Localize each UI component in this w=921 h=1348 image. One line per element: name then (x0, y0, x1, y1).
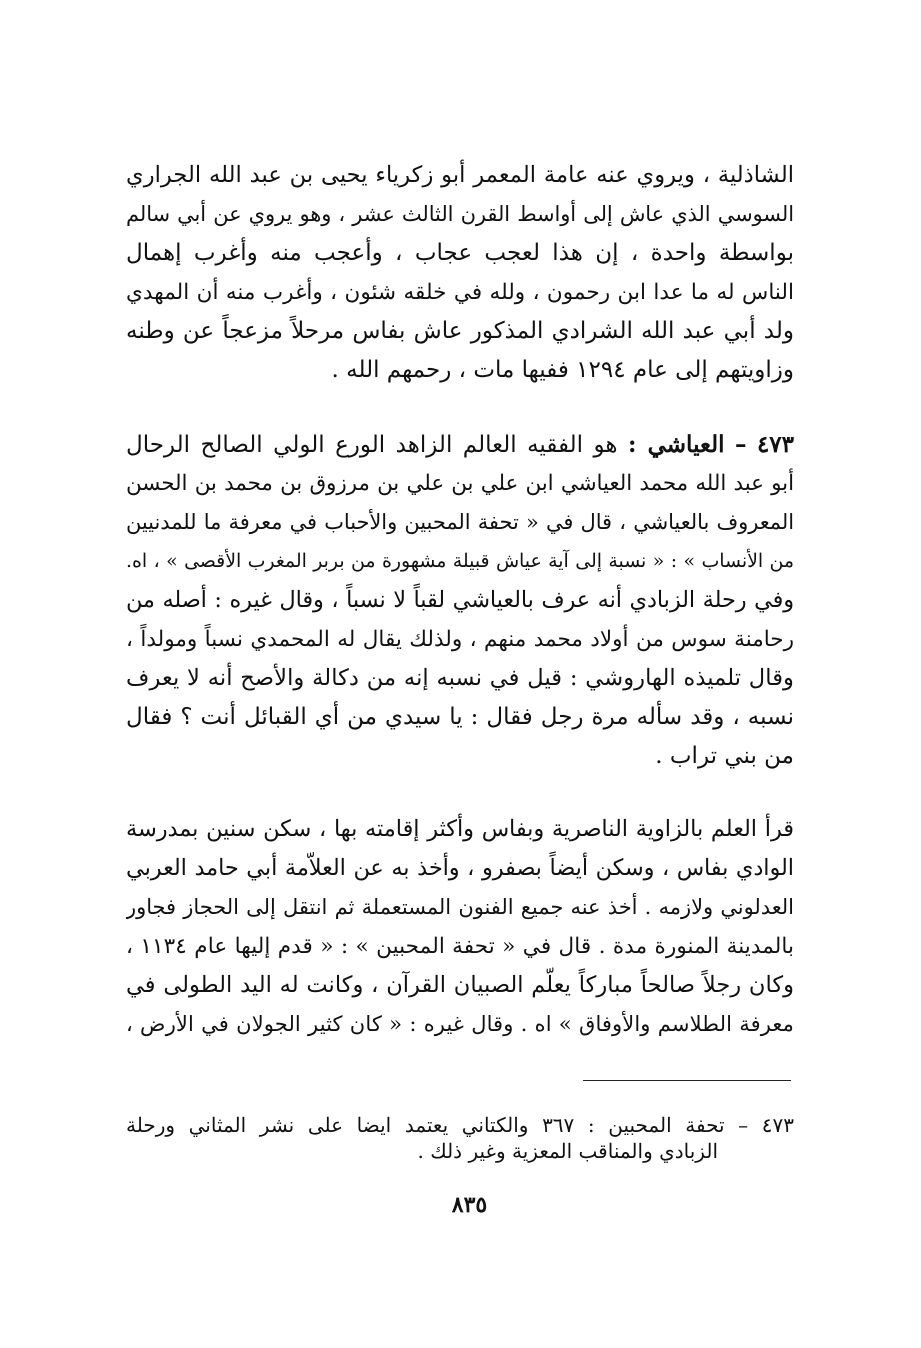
text-line: العدلوني ولازمه . أخذ عنه جميع الفنون المستعملة ثم انتقل إلى الحجاز فجاور (126, 895, 794, 919)
text-line: وفي رحلة الزبادي أنه عرف بالعياشي لقباً لا نسباً ، وقال غيره : أصله من (126, 587, 794, 613)
text-line: قرأ العلم بالزاوية الناصرية وبفاس وأكثر إقامته بها ، سكن سنين بمدرسة (126, 816, 794, 842)
footnote-separator (583, 1080, 791, 1081)
text-line: معرفة الطلاسم والأوفاق » اه . وقال غيره : « كان كثير الجولان في الأرض ، (126, 1012, 794, 1037)
text-line: السوسي الذي عاش إلى أواسط القرن الثالث عشر ، وهو يروي عن أبي سالم (126, 202, 794, 226)
text-line: ولد أبي عبد الله الشرادي المذكور عاش بفاس مرحلاً مزعجاً عن وطنه (126, 318, 794, 344)
paragraph-study (126, 810, 794, 1044)
text-line: وقال تلميذه الهاروشي : قيل في نسبه إنه من دكالة والأصح أنه لا يعرف (126, 665, 794, 691)
text-line: من الأنساب » : « نسبة إلى آية عياش قبيلة مشهورة من بربر المغرب الأقصى » ، اه. (126, 550, 794, 572)
text-line: نسبه ، وقد سأله مرة رجل فقال : يا سيدي من أي القبائل أنت ؟ فقال (126, 704, 794, 730)
text-line: المعروف بالعياشي ، قال في « تحفة المحبين والأحباب في معرفة ما للمدنيين (126, 510, 794, 534)
entry-number: ٤٧٣ (756, 431, 794, 458)
text-line: أبو عبد الله محمد العياشي ابن علي بن علي بن مرزوق بن محمد بن الحسن (126, 471, 794, 496)
biography-entry (126, 425, 794, 776)
entry-name: العياشي : (627, 431, 725, 458)
footnote-line: الزبادي والمناقب المعزية وغير ذلك . (417, 1139, 718, 1163)
text-line: الشاذلية ، ويروي عنه عامة المعمر أبو زكرياء يحيى بن عبد الله الجراري (126, 162, 794, 188)
entry-dash: – (734, 431, 747, 458)
footnote-line: ٤٧٣ – تحفة المحبين : ٣٦٧ والكتاني يعتمد ايضا على نشر المثاني ورحلة (126, 1113, 794, 1137)
text-line: الناس له ما عدا ابن رحمون ، ولله في خلقه شئون ، وأغرب منه أن المهدي (126, 280, 794, 305)
paragraph-continuation (126, 156, 794, 390)
page-number: ٨٣٥ (451, 1192, 488, 1218)
entry-heading-line (126, 425, 794, 464)
text-line: من بني تراب . (655, 743, 794, 769)
footnote (126, 1112, 794, 1164)
entry-first-line-text: هو الفقيه العالم الزاهد الورع الولي الصالح الرحال (126, 432, 618, 458)
text-line: الوادي بفاس ، وسكن أيضاً بصفرو ، وأخذ به عن العلاّمة أبي حامد العربي (126, 855, 794, 881)
text-line: بواسطة واحدة ، إن هذا لعجب عجاب ، وأعجب منه وأغرب إهمال (126, 240, 794, 266)
text-line: بالمدينة المنورة مدة . قال في « تحفة المحبين » : « قدم إليها عام ١١٣٤ ، (126, 934, 794, 959)
text-line: وزاويتهم إلى عام ١٢٩٤ ففيها مات ، رحمهم الله . (331, 357, 794, 383)
text-line: وكان رجلاً صالحاً مباركاً يعلّم الصبيان القرآن ، وكانت له اليد الطولى في (126, 972, 794, 998)
text-line: رحامنة سوس من أولاد محمد منهم ، ولذلك يقال له المحمدي نسباً ومولداً ، (126, 627, 794, 652)
